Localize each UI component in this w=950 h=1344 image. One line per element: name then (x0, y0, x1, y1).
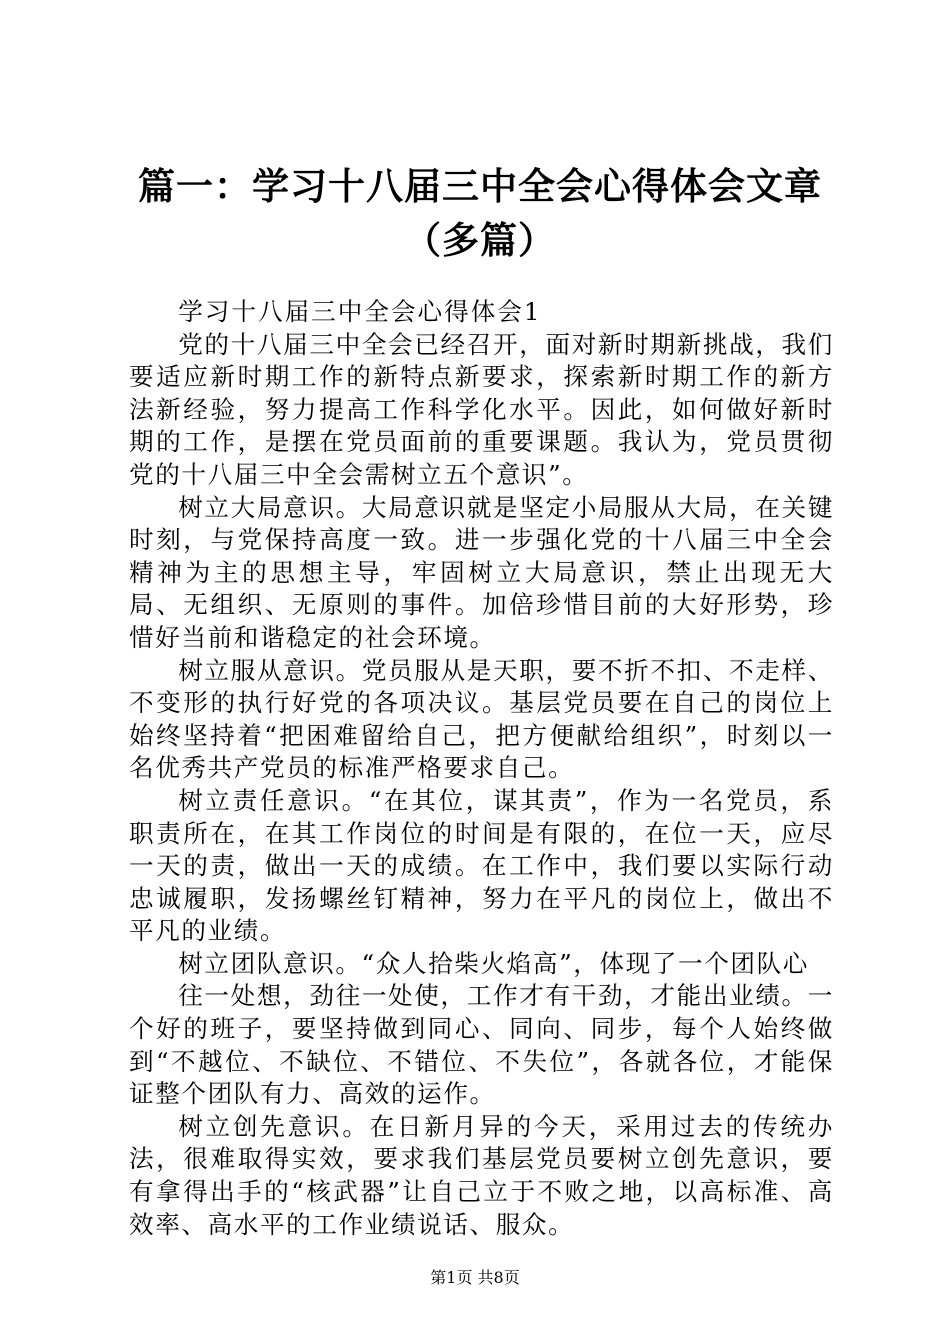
paragraph-obedience-awareness: 树立服从意识。党员服从是天职，要不折不扣、不走样、不变形的执行好党的各项决议。基层党员要在自己的岗位上始终坚持着“把困难留给自己，把方便献给组织”，时刻以一名优秀共产党员的标准严格要求自己。 (129, 655, 834, 783)
document-body (129, 296, 834, 1241)
document-title: 篇一：学习十八届三中全会心得体会文章（多篇） (138, 165, 822, 262)
paragraph-intro: 党的十八届三中全会已经召开，面对新时期新挑战，我们要适应新时期工作的新特点新要求，探索新时期工作的新方法新经验，努力提高工作科学化水平。因此，如何做好新时期的工作，是摆在党员面前的重要课题。我认为，党员贯彻党的十八届三中全会需树立五个意识”。 (129, 329, 834, 489)
paragraph-overall-awareness: 树立大局意识。大局意识就是坚定小局服从大局，在关键时刻，与党保持高度一致。进一步强化党的十八届三中全会精神为主的思想主导，牢固树立大局意识，禁止出现无大局、无组织、无原则的事件。加倍珍惜目前的大好形势，珍惜好当前和谐稳定的社会环境。 (129, 492, 834, 652)
paragraph-innovation-awareness: 树立创先意识。在日新月异的今天，采用过去的传统办法，很难取得实效，要求我们基层党员要树立创先意识，要有拿得出手的“核武器”让自己立于不败之地，以高标准、高效率、高水平的工作业绩说话、服众。 (129, 1111, 834, 1239)
page-footer: 第1页 共8页 (430, 1268, 520, 1287)
section-subtitle: 学习十八届三中全会心得体会1 (178, 297, 542, 326)
paragraph-team-awareness-continued: 往一处想，劲往一处使，工作才有干劲，才能出业绩。一个好的班子，要坚持做到同心、同向、同步，每个人始终做到“不越位、不缺位、不错位、不失位”，各就各位，才能保证整个团队有力、高效的运作。 (129, 981, 834, 1109)
paragraph-responsibility-awareness: 树立责任意识。“在其位，谋其责”，作为一名党员，系职责所在，在其工作岗位的时间是有限的，在位一天，应尽一天的责，做出一天的成绩。在工作中，我们要以实际行动忠诚履职，发扬螺丝钉精神，努力在平凡的岗位上，做出不平凡的业绩。 (129, 785, 834, 946)
paragraph-team-awareness: 树立团队意识。“众人拾柴火焰高”，体现了一个团队心 (178, 948, 809, 978)
